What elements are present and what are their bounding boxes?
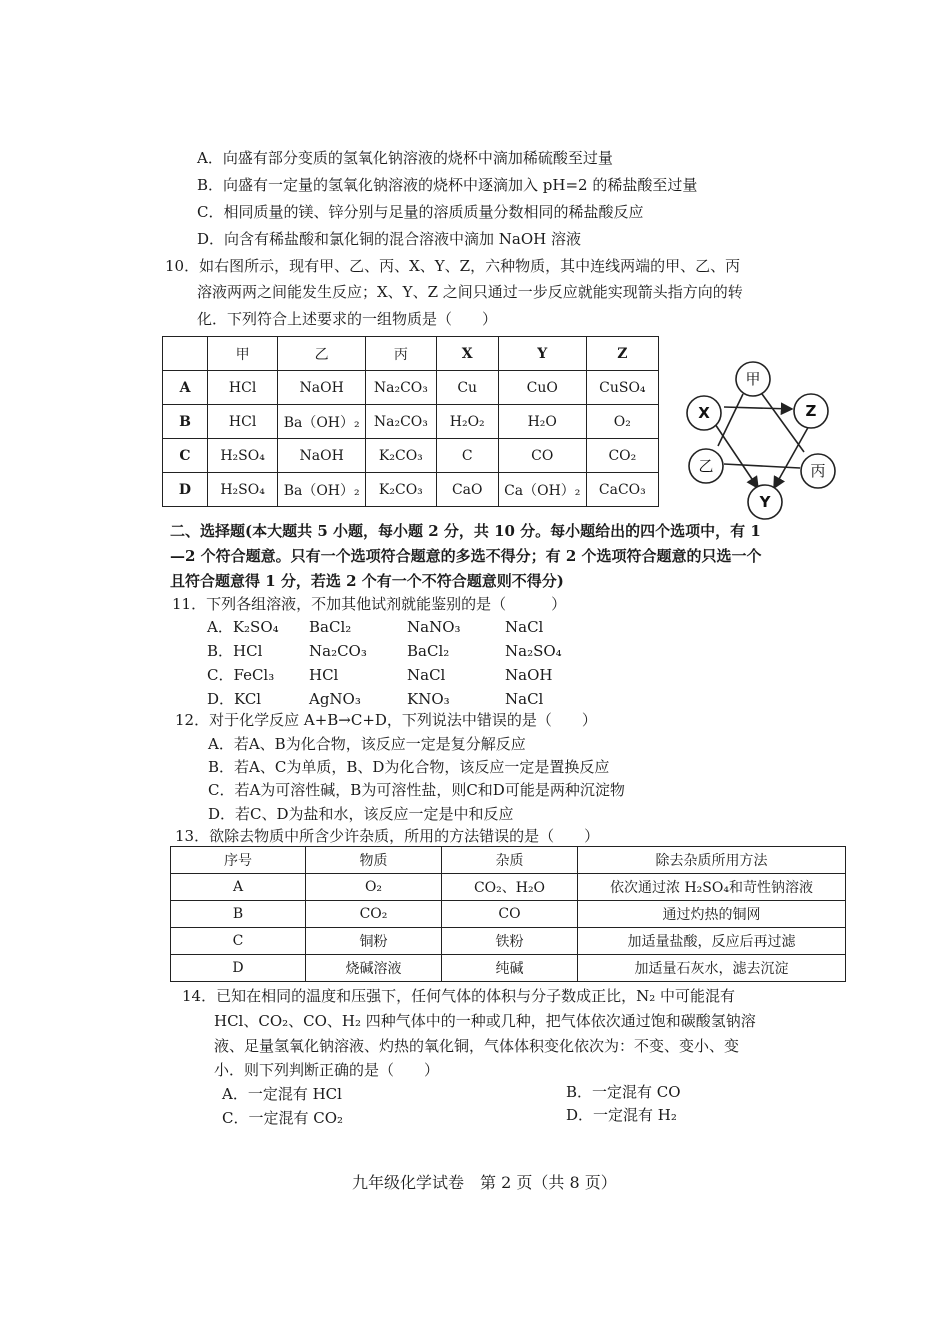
section2-line1: 二、选择题(本大题共 5 小题，每小题 2 分，共 10 分。每小题给出的四个选项中，有 1 (170, 522, 761, 540)
node-x-label: X (698, 404, 710, 422)
node-yi-label: 乙 (698, 457, 714, 475)
q12-option-c: C．若A为可溶性碱，B为可溶性盐，则C和D可能是两种沉淀物 (208, 781, 625, 799)
q11-option-b-item: BaCl₂ (407, 642, 450, 660)
q11-option-c-item: C．FeCl₃ (207, 666, 275, 684)
table-cell: B (171, 901, 306, 928)
table-cell: CO₂ (586, 439, 658, 473)
table-cell: H₂O (498, 405, 586, 439)
diagram-link (718, 394, 743, 446)
node-y-label: Y (759, 493, 771, 511)
table-cell: 烧碱溶液 (306, 955, 442, 982)
q14-stem-line4: 小．则下列判断正确的是（ ） (214, 1061, 440, 1079)
table-cell: C (436, 439, 498, 473)
q11-option-d (207, 689, 543, 709)
page-footer: 九年级化学试卷 第 2 页（共 8 页） (352, 1173, 617, 1192)
table-cell: A (163, 371, 208, 405)
q11-option-b-item: Na₂CO₃ (309, 642, 367, 660)
q9-option-b: B．向盛有一定量的氢氧化钠溶液的烧杯中逐滴加入 pH=2 的稀盐酸至过量 (197, 176, 698, 194)
q9-option-c: C．相同质量的镁、锌分别与足量的溶质质量分数相同的稀盐酸反应 (197, 203, 644, 221)
q13-stem: 13．欲除去物质中所含少许杂质，所用的方法错误的是（ ） (175, 827, 600, 845)
table-cell: H₂SO₄ (208, 439, 278, 473)
q10-header-cell: 乙 (278, 337, 366, 371)
table-cell: 铁粉 (442, 928, 578, 955)
q14-stem-line3: 液、足量氢氧化钠溶液、灼热的氧化铜，气体体积变化依次为：不变、变小、变 (214, 1037, 740, 1055)
q10-header-cell: 甲 (208, 337, 278, 371)
table-cell: NaOH (278, 371, 366, 405)
table-cell: CuSO₄ (586, 371, 658, 405)
node-bing-label: 丙 (810, 462, 826, 480)
table-cell: CaO (436, 473, 498, 507)
q13-header-cell: 物质 (306, 847, 442, 874)
diagram-arrow (724, 407, 792, 409)
q11-option-b (207, 641, 562, 661)
q14-stem-line2: HCl、CO₂、CO、H₂ 四种气体中的一种或几种，把气体依次通过饱和碳酸氢钠溶 (214, 1012, 756, 1030)
q10-header-cell: Z (586, 337, 658, 371)
q14-option-b: B．一定混有 CO (566, 1083, 681, 1101)
q9-option-a: A．向盛有部分变质的氢氧化钠溶液的烧杯中滴加稀硫酸至过量 (197, 149, 613, 167)
q11-option-b-item: Na₂SO₄ (505, 642, 562, 660)
table-cell: HCl (208, 405, 278, 439)
q11-stem: 11．下列各组溶液，不加其他试剂就能鉴别的是（ ） (172, 595, 567, 613)
node-z-label: Z (805, 402, 817, 420)
table-cell: K₂CO₃ (366, 439, 437, 473)
q11-option-b-item: B．HCl (207, 642, 263, 660)
q13-table (170, 846, 846, 982)
table-cell: 依次通过浓 H₂SO₄和苛性钠溶液 (578, 874, 846, 901)
table-cell: CO₂ (306, 901, 442, 928)
table-row (171, 928, 846, 955)
q10-header-cell (163, 337, 208, 371)
q11-option-d-item: KNO₃ (407, 690, 450, 708)
q10-stem-line1: 10．如右图所示，现有甲、乙、丙、X、Y、Z，六种物质，其中连线两端的甲、乙、丙 (165, 257, 741, 275)
table-cell: Na₂CO₃ (366, 371, 437, 405)
q14-option-d: D．一定混有 H₂ (566, 1106, 677, 1124)
table-cell: CO₂、H₂O (442, 874, 578, 901)
table-row (163, 371, 659, 405)
q11-option-c-item: NaCl (407, 666, 446, 684)
q11-option-c (207, 665, 552, 685)
table-row (171, 955, 846, 982)
q13-header-cell: 杂质 (442, 847, 578, 874)
table-cell: 加适量石灰水，滤去沉淀 (578, 955, 846, 982)
table-cell: Ba（OH）₂ (278, 405, 366, 439)
reaction-diagram (676, 356, 846, 526)
q11-option-a-item: A．K₂SO₄ (207, 618, 279, 636)
q13-header-cell: 除去杂质所用方法 (578, 847, 846, 874)
q14-stem-line1: 14．已知在相同的温度和压强下，任何气体的体积与分子数成正比，N₂ 中可能混有 (182, 987, 735, 1005)
table-row (163, 473, 659, 507)
node-jia-label: 甲 (745, 370, 761, 388)
table-cell: D (171, 955, 306, 982)
table-cell: 通过灼热的铜网 (578, 901, 846, 928)
table-cell: NaOH (278, 439, 366, 473)
q12-stem: 12．对于化学反应 A+B→C+D，下列说法中错误的是（ ） (175, 711, 597, 729)
q11-option-a-item: NaCl (505, 618, 544, 636)
q10-header-cell: X (436, 337, 498, 371)
q11-option-d-item: NaCl (505, 690, 544, 708)
q12-option-b: B．若A、C为单质，B、D为化合物，该反应一定是置换反应 (208, 758, 610, 776)
q11-option-c-item: HCl (309, 666, 339, 684)
q11-option-a-item: NaNO₃ (407, 618, 461, 636)
table-cell: Ca（OH）₂ (498, 473, 586, 507)
q10-table-header (163, 337, 659, 371)
q11-option-d-item: D．KCl (207, 690, 262, 708)
table-cell: C (163, 439, 208, 473)
table-cell: CuO (498, 371, 586, 405)
table-cell: CaCO₃ (586, 473, 658, 507)
table-cell: HCl (208, 371, 278, 405)
q12-option-d: D．若C、D为盐和水，该反应一定是中和反应 (208, 805, 514, 823)
q10-header-cell: Y (498, 337, 586, 371)
table-cell: Na₂CO₃ (366, 405, 437, 439)
q10-stem-line2: 溶液两两之间能发生反应；X、Y、Z 之间只通过一步反应就能实现箭头指方向的转 (197, 283, 743, 301)
table-cell: A (171, 874, 306, 901)
table-cell: 铜粉 (306, 928, 442, 955)
table-cell: H₂O₂ (436, 405, 498, 439)
q11-option-c-item: NaOH (505, 666, 553, 684)
table-cell: 纯碱 (442, 955, 578, 982)
table-row (163, 439, 659, 473)
table-cell: O₂ (306, 874, 442, 901)
q13-header-cell: 序号 (171, 847, 306, 874)
q11-option-a-item: BaCl₂ (309, 618, 352, 636)
table-row (163, 405, 659, 439)
table-cell: CO (442, 901, 578, 928)
section2-line2: —2 个符合题意。只有一个选项符合题意的多选不得分；有 2 个选项符合题意的只选一个 (170, 547, 762, 565)
q10-header-cell: 丙 (366, 337, 437, 371)
diagram-link (724, 464, 800, 468)
table-cell: 加适量盐酸，反应后再过滤 (578, 928, 846, 955)
table-row (171, 901, 846, 928)
table-cell: H₂SO₄ (208, 473, 278, 507)
q13-table-header (171, 847, 846, 874)
table-cell: O₂ (586, 405, 658, 439)
q14-option-c: C．一定混有 CO₂ (222, 1109, 344, 1127)
diagram-arrow (715, 424, 758, 488)
table-cell: B (163, 405, 208, 439)
table-cell: D (163, 473, 208, 507)
table-row (171, 874, 846, 901)
q14-option-a: A．一定混有 HCl (222, 1085, 342, 1103)
table-cell: CO (498, 439, 586, 473)
q12-option-a: A．若A、B为化合物，该反应一定是复分解反应 (208, 735, 526, 753)
table-cell: Cu (436, 371, 498, 405)
q11-option-a (207, 617, 543, 637)
q11-option-d-item: AgNO₃ (309, 690, 361, 708)
section2-line3: 且符合题意得 1 分，若选 2 个有一个不符合题意则不得分) (170, 572, 564, 590)
q10-stem-line3: 化．下列符合上述要求的一组物质是（ ） (197, 310, 498, 328)
q10-table (162, 336, 659, 507)
table-cell: Ba（OH）₂ (278, 473, 366, 507)
table-cell: K₂CO₃ (366, 473, 437, 507)
q9-option-d: D．向含有稀盐酸和氯化铜的混合溶液中滴加 NaOH 溶液 (197, 230, 582, 248)
table-cell: C (171, 928, 306, 955)
